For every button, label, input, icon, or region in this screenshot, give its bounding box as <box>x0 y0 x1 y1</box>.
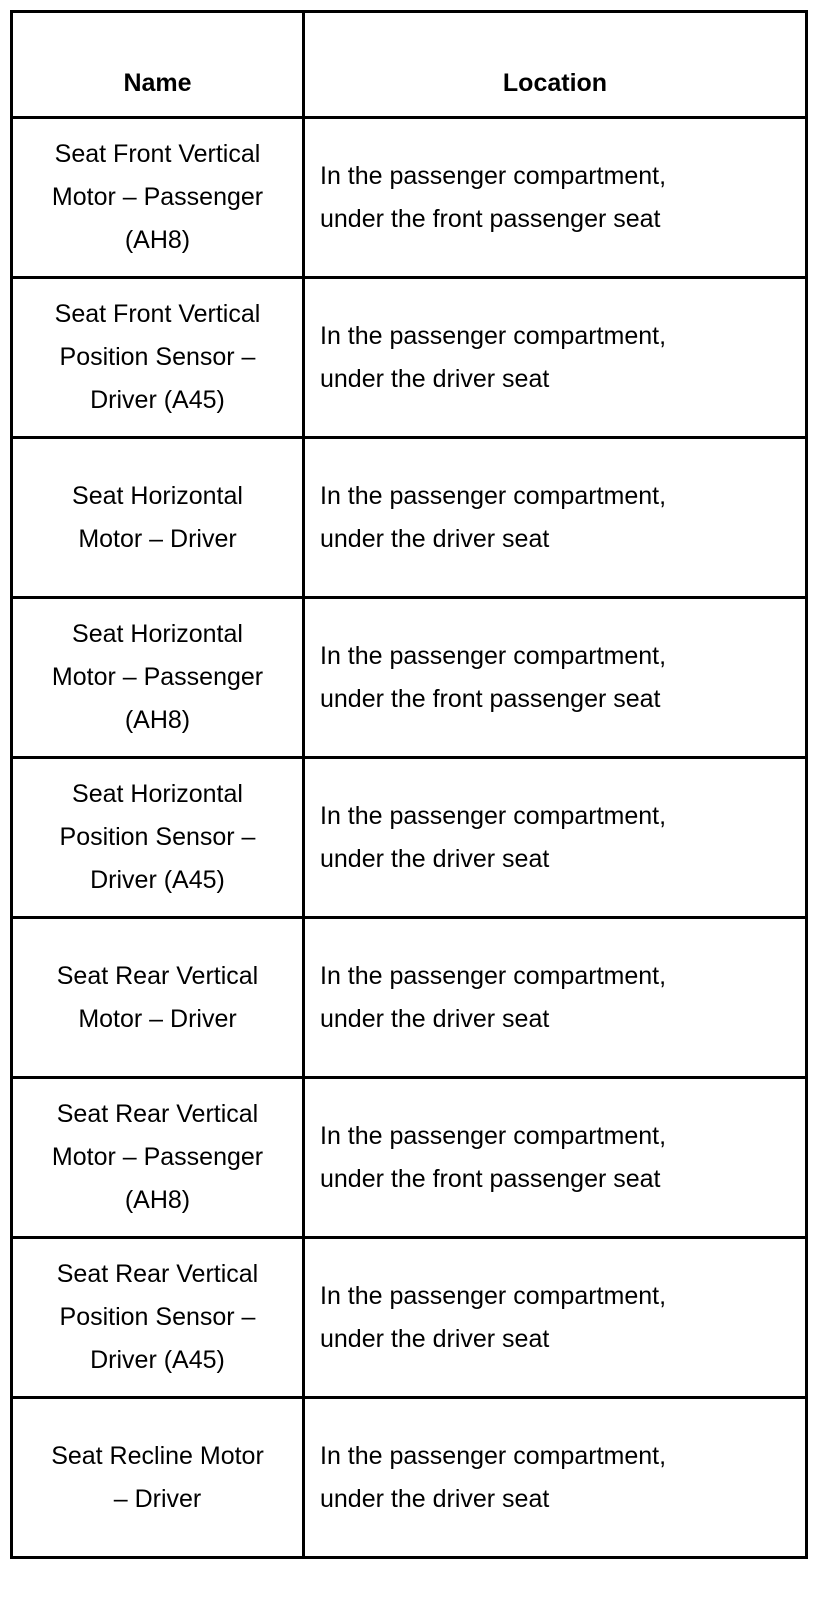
location-cell: In the passenger compartment, under the driver seat <box>304 278 807 438</box>
location-cell: In the passenger compartment, under the front passenger seat <box>304 1078 807 1238</box>
name-cell: Seat Rear Vertical Motor – Passenger (AH8) <box>12 1078 304 1238</box>
location-cell: In the passenger compartment, under the front passenger seat <box>304 118 807 278</box>
table-row <box>12 438 807 598</box>
table-row <box>12 598 807 758</box>
table-row <box>12 1398 807 1558</box>
name-cell: Seat Rear Vertical Position Sensor – Driver (A45) <box>12 1238 304 1398</box>
column-header-location: Location <box>304 12 807 118</box>
location-cell: In the passenger compartment, under the driver seat <box>304 918 807 1078</box>
location-cell: In the passenger compartment, under the driver seat <box>304 1398 807 1558</box>
table-row <box>12 918 807 1078</box>
location-cell: In the passenger compartment, under the driver seat <box>304 1238 807 1398</box>
name-cell: Seat Recline Motor – Driver <box>12 1398 304 1558</box>
table-row <box>12 118 807 278</box>
name-cell: Seat Front Vertical Position Sensor – Driver (A45) <box>12 278 304 438</box>
name-cell: Seat Horizontal Position Sensor – Driver (A45) <box>12 758 304 918</box>
table-row <box>12 1238 807 1398</box>
location-cell: In the passenger compartment, under the front passenger seat <box>304 598 807 758</box>
location-cell: In the passenger compartment, under the driver seat <box>304 438 807 598</box>
table-row <box>12 1078 807 1238</box>
component-location-table <box>10 10 808 1559</box>
table-row <box>12 758 807 918</box>
name-cell: Seat Horizontal Motor – Driver <box>12 438 304 598</box>
table-row <box>12 278 807 438</box>
name-cell: Seat Horizontal Motor – Passenger (AH8) <box>12 598 304 758</box>
name-cell: Seat Rear Vertical Motor – Driver <box>12 918 304 1078</box>
table-header-row <box>12 12 807 118</box>
column-header-name: Name <box>12 12 304 118</box>
name-cell: Seat Front Vertical Motor – Passenger (AH8) <box>12 118 304 278</box>
location-cell: In the passenger compartment, under the driver seat <box>304 758 807 918</box>
